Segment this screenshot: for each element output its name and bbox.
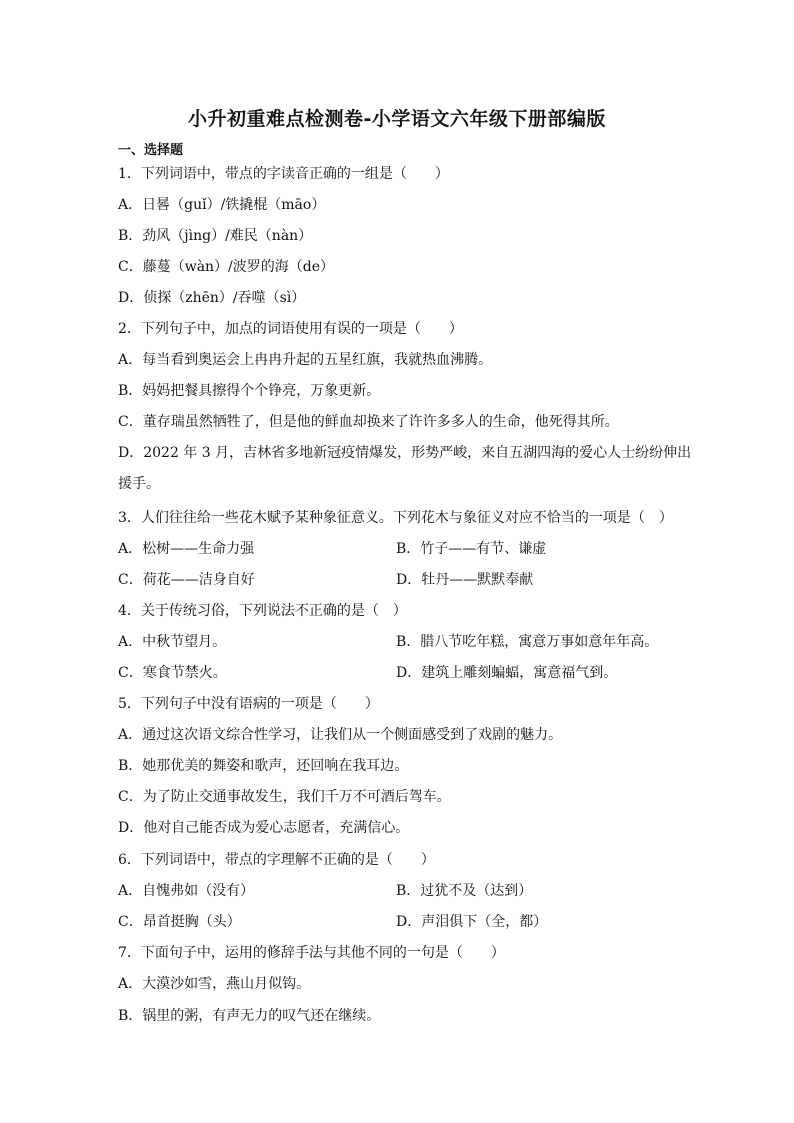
question-2-option-a: A．每当看到奥运会上冉冉升起的五星红旗，我就热血沸腾。 bbox=[118, 352, 493, 368]
question-1-option-d: D．侦探（zhēn）/吞噬（sì） bbox=[118, 290, 306, 306]
question-1-option-c: C．藤蔓（wàn）/波罗的海（de） bbox=[118, 259, 335, 275]
question-5-option-d: D．他对自己能否成为爱心志愿者，充满信心。 bbox=[118, 820, 410, 836]
question-6-option-b: B．过犹不及（达到） bbox=[396, 883, 533, 899]
question-4-stem: 4．关于传统习俗，下列说法不正确的是（ ） bbox=[118, 603, 407, 619]
question-3-option-a: A．松树——生命力强 bbox=[118, 541, 255, 557]
question-4-option-b: B．腊八节吃年糕，寓意万事如意年年高。 bbox=[396, 634, 659, 650]
page-title: 小升初重难点检测卷-小学语文六年级下册部编版 bbox=[188, 108, 606, 130]
question-2-stem: 2．下列句子中，加点的词语使用有误的一项是（ ） bbox=[118, 321, 463, 337]
question-5-stem: 5．下列句子中没有语病的一项是（ ） bbox=[118, 696, 379, 712]
question-5-option-b: B．她那优美的舞姿和歌声，还回响在我耳边。 bbox=[118, 758, 409, 774]
question-5-option-a: A．通过这次语文综合性学习，让我们从一个侧面感受到了戏剧的魅力。 bbox=[118, 727, 563, 743]
question-4-option-c: C．寒食节禁火。 bbox=[118, 665, 227, 681]
question-7-option-a: A．大漠沙如雪，燕山月似钩。 bbox=[118, 976, 311, 992]
question-2-option-b: B．妈妈把餐具擦得个个铮亮，万象更新。 bbox=[118, 383, 381, 399]
question-5-option-c: C．为了防止交通事故发生，我们千万不可酒后驾车。 bbox=[118, 789, 451, 805]
question-4-option-a: A．中秋节望月。 bbox=[118, 634, 227, 650]
question-4-option-d: D．建筑上雕刻蝙蝠，寓意福气到。 bbox=[396, 665, 618, 681]
question-1-option-b: B．劲风（jìng）/难民（nàn） bbox=[118, 228, 313, 244]
question-7-stem: 7．下面句子中，运用的修辞手法与其他不同的一句是（ ） bbox=[118, 945, 505, 961]
question-3-option-b: B．竹子——有节、谦虚 bbox=[396, 541, 547, 557]
question-2-option-d: D．2022 年 3 月，吉林省多地新冠疫情爆发，形势严峻，来自五湖四海的爱心人士纷纷伸出 bbox=[118, 445, 692, 461]
question-7-option-b: B．锅里的粥，有声无力的叹气还在继续。 bbox=[118, 1008, 381, 1024]
question-1-option-a: A．日晷（guǐ）/铁撬棍（māo） bbox=[118, 197, 326, 213]
question-1-stem: 1．下列词语中，带点的字读音正确的一组是（ ） bbox=[118, 166, 449, 182]
section-heading: 一、选择题 bbox=[118, 143, 184, 158]
question-3-stem: 3．人们往往给一些花木赋予某种象征意义。下列花木与象征义对应不恰当的一项是（ ） bbox=[118, 510, 673, 526]
question-6-stem: 6．下列词语中，带点的字理解不正确的是（ ） bbox=[118, 852, 435, 868]
question-6-option-a: A．自愧弗如（没有） bbox=[118, 883, 255, 899]
question-2-option-d-continued: 援手。 bbox=[118, 476, 160, 492]
question-6-option-d: D．声泪俱下（全，都） bbox=[396, 914, 548, 930]
question-3-option-d: D．牡丹——默默奉献 bbox=[396, 572, 534, 588]
question-6-option-c: C．昂首挺胸（头） bbox=[118, 914, 241, 930]
question-2-option-c: C．董存瑞虽然牺牲了，但是他的鲜血却换来了许许多多人的生命，他死得其所。 bbox=[118, 414, 619, 430]
question-3-option-c: C．荷花——洁身自好 bbox=[118, 572, 255, 588]
